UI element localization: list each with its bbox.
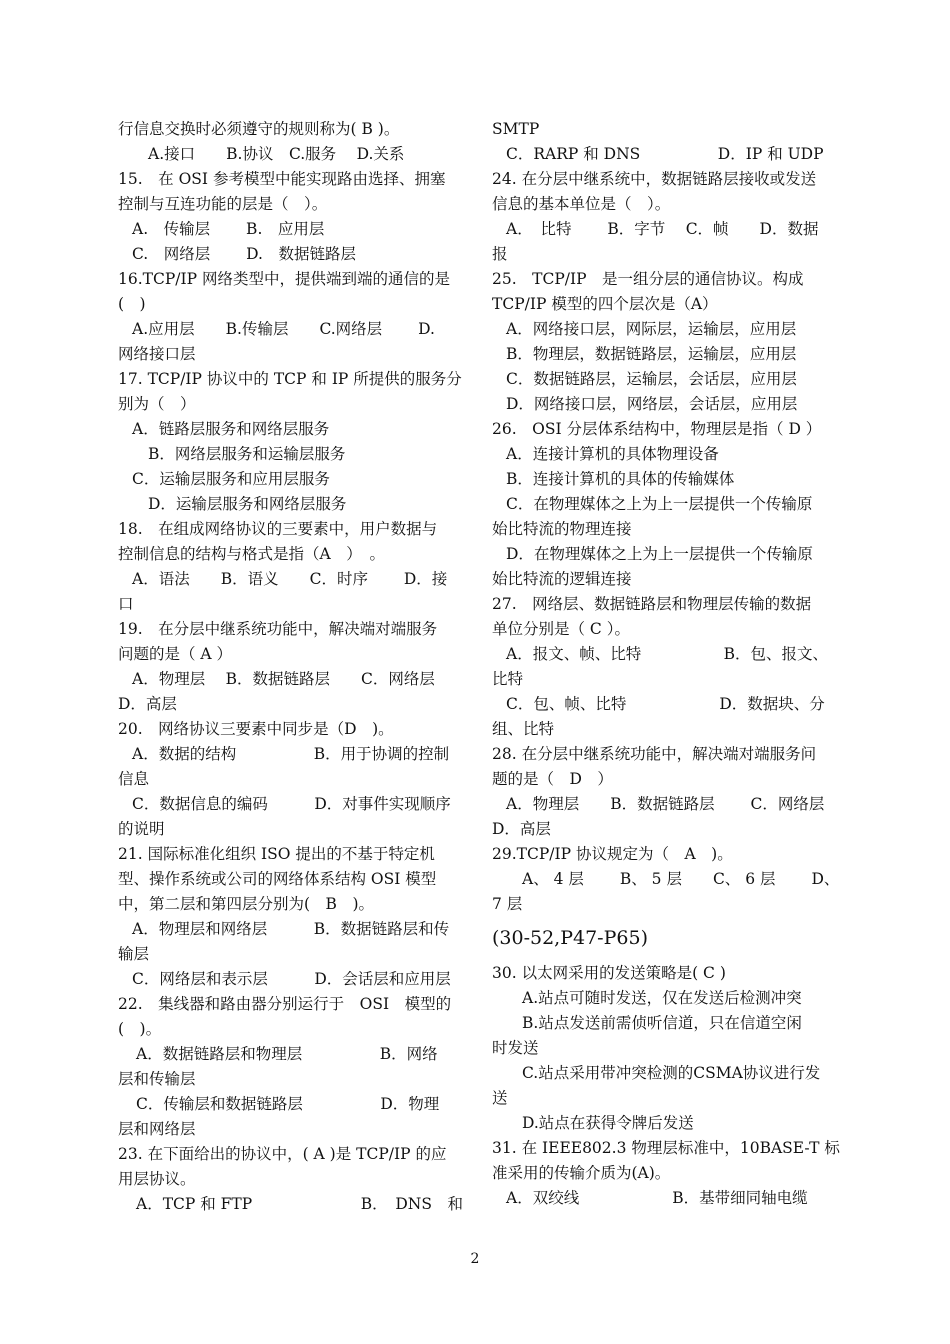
option-line: A．报文、帧、比特 B．包、报文、: [506, 645, 829, 663]
question-line: 16.TCP/IP 网络类型中，提供端到端的通信的是: [118, 270, 450, 288]
text-line: 题的是（ D ）: [492, 770, 613, 788]
text-line: 报: [492, 245, 508, 263]
text-line: 网络接口层: [118, 345, 196, 363]
text-line: 的说明: [118, 820, 165, 838]
option-line: D．运输层服务和网络层服务: [148, 495, 347, 513]
option-line: C. 网络层 D. 数据链路层: [132, 245, 356, 263]
question-line: 19. 在分层中继系统功能中，解决端对端服务: [118, 620, 438, 638]
text-line: 时发送: [492, 1039, 539, 1057]
option-line: A． 比特 B．字节 C．帧 D．数据: [506, 220, 819, 238]
question-line: 20. 网络协议三要素中同步是（D )。: [118, 720, 394, 738]
text-line: 输层: [118, 945, 150, 963]
question-line: 30. 以太网采用的发送策略是( C ): [492, 964, 726, 982]
option-line: B.站点发送前需侦听信道，只在信道空闲: [522, 1014, 802, 1032]
option-line: A.应用层 B.传输层 C.网络层 D.: [132, 320, 435, 338]
option-line: A．网络接口层，网际层，运输层，应用层: [506, 320, 797, 338]
text-line: 行信息交换时必须遵守的规则称为( B )。: [118, 120, 400, 138]
option-line: A．TCP 和 FTP B． DNS 和: [136, 1195, 463, 1213]
text-line: 始比特流的逻辑连接: [492, 570, 632, 588]
question-line: 27. 网络层、数据链路层和物理层传输的数据: [492, 595, 812, 613]
question-line: 21. 国际标准化组织 ISO 提出的不基于特定机: [118, 845, 435, 863]
text-line: 层和传输层: [118, 1070, 196, 1088]
option-line: A.接口 B.协议 C.服务 D.关系: [148, 145, 405, 163]
page-number: 2: [470, 1251, 480, 1267]
section-heading: (30-52,P47-P65): [492, 927, 648, 949]
option-line: C．运输层服务和应用层服务: [132, 470, 330, 488]
text-line: D．高层: [492, 820, 551, 838]
question-line: 17. TCP/IP 协议中的 TCP 和 IP 所提供的服务分: [118, 370, 462, 388]
option-line: A．物理层 B．数据链路层 C．网络层: [132, 670, 435, 688]
option-line: C．网络层和表示层 D．会话层和应用层: [132, 970, 451, 988]
option-line: B．连接计算机的具体的传输媒体: [506, 470, 735, 488]
question-line: 28. 在分层中继系统功能中，解决端对端服务问: [492, 745, 817, 763]
text-line: 准采用的传输介质为(A)。: [492, 1164, 671, 1182]
text-line: 比特: [492, 670, 524, 688]
question-line: 22. 集线器和路由器分别运行于 OSI 模型的: [118, 995, 452, 1013]
option-line: A．物理层和网络层 B．数据链路层和传: [132, 920, 450, 938]
question-line: 25. TCP/IP 是一组分层的通信协议。构成: [492, 270, 804, 288]
text-line: 送: [492, 1089, 508, 1107]
text-line: 信息的基本单位是（ ）。: [492, 195, 671, 213]
option-line: C．包、帧、比特 D．数据块、分: [506, 695, 825, 713]
text-line: SMTP: [492, 120, 540, 138]
option-line: B．网络层服务和运输层服务: [148, 445, 346, 463]
option-line: C．RARP 和 DNS D．IP 和 UDP: [506, 145, 824, 163]
option-line: A．语法 B．语义 C．时序 D．接: [132, 570, 448, 588]
option-line: A．链路层服务和网络层服务: [132, 420, 330, 438]
option-line: A.站点可随时发送，仅在发送后检测冲突: [522, 989, 802, 1007]
text-line: 信息: [118, 770, 150, 788]
text-line: 口: [118, 595, 134, 613]
option-line: A．双绞线 B．基带细同轴电缆: [506, 1189, 808, 1207]
question-line: 23. 在下面给出的协议中，( A )是 TCP/IP 的应: [118, 1145, 447, 1163]
question-line: 31. 在 IEEE802.3 物理层标准中，10BASE-T 标: [492, 1139, 840, 1157]
text-line: 型、操作系统或公司的网络体系结构 OSI 模型: [118, 870, 437, 888]
question-line: 24. 在分层中继系统中，数据链路层接收或发送: [492, 170, 817, 188]
text-line: 问题的是（ A ）: [118, 645, 233, 663]
text-line: 单位分别是（ C ）。: [492, 620, 630, 638]
option-line: C．数据信息的编码 D．对事件实现顺序: [132, 795, 451, 813]
text-line: 组、比特: [492, 720, 555, 738]
option-line: A．数据链路层和物理层 B．网络: [136, 1045, 438, 1063]
option-line: C．传输层和数据链路层 D．物理: [136, 1095, 440, 1113]
text-line: 控制信息的结构与格式是指（A ） 。: [118, 545, 385, 563]
text-line: ( ): [118, 295, 146, 313]
text-line: 别为（ ）: [118, 395, 196, 413]
question-line: 26. OSI 分层体系结构中，物理层是指（ D ）: [492, 420, 822, 438]
text-line: 用层协议。: [118, 1170, 196, 1188]
text-line: D．高层: [118, 695, 177, 713]
option-line: A. 传输层 B. 应用层: [132, 220, 325, 238]
option-line: A．物理层 B．数据链路层 C．网络层: [506, 795, 825, 813]
question-line: 18. 在组成网络协议的三要素中，用户数据与: [118, 520, 438, 538]
option-line: C．数据链路层，运输层，会话层，应用层: [506, 370, 797, 388]
option-line: D．网络接口层，网络层，会话层，应用层: [506, 395, 798, 413]
text-line: ( )。: [118, 1020, 162, 1038]
text-line: 始比特流的物理连接: [492, 520, 632, 538]
text-line: TCP/IP 模型的四个层次是（A）: [492, 295, 718, 313]
option-line: A．数据的结构 B．用于协调的控制: [132, 745, 450, 763]
option-line: D.站点在获得令牌后发送: [522, 1114, 694, 1132]
option-line: D．在物理媒体之上为上一层提供一个传输原: [506, 545, 813, 563]
right-column: [492, 117, 840, 1211]
option-line: A、 4 层 B、 5 层 C、 6 层 D、: [522, 870, 840, 888]
option-line: B．物理层，数据链路层，运输层，应用层: [506, 345, 797, 363]
text-line: 中，第二层和第四层分别为( B )。: [118, 895, 374, 913]
option-line: A．连接计算机的具体物理设备: [506, 445, 719, 463]
option-line: C.站点采用带冲突检测的CSMA协议进行发: [522, 1064, 821, 1082]
question-line: 29.TCP/IP 协议规定为（ A )。: [492, 845, 733, 863]
option-line: C．在物理媒体之上为上一层提供一个传输原: [506, 495, 813, 513]
text-line: 控制与互连功能的层是（ ）。: [118, 195, 328, 213]
text-line: 7 层: [492, 895, 523, 913]
question-line: 15. 在 OSI 参考模型中能实现路由选择、拥塞: [118, 170, 446, 188]
left-column: [118, 117, 463, 1217]
text-line: 层和网络层: [118, 1120, 196, 1138]
